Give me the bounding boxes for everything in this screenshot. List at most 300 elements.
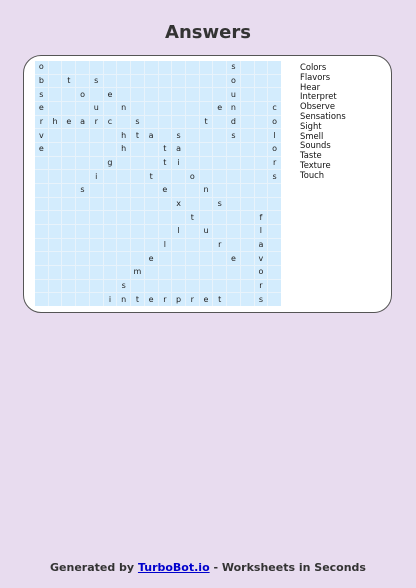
grid-cell: d [227, 116, 240, 129]
grid-cell [35, 252, 48, 265]
grid-cell [76, 293, 89, 306]
grid-cell: n [117, 293, 130, 306]
grid-cell [255, 143, 268, 156]
grid-cell [241, 129, 254, 142]
grid-cell: e [159, 184, 172, 197]
grid-cell [62, 211, 75, 224]
grid-cell [241, 102, 254, 115]
grid-cell [145, 116, 158, 129]
grid-cell [159, 266, 172, 279]
grid-cell: a [172, 143, 185, 156]
grid-cell: i [104, 293, 117, 306]
grid-cell: t [145, 170, 158, 183]
grid-cell [213, 184, 226, 197]
grid-cell [255, 102, 268, 115]
grid-cell: t [200, 116, 213, 129]
grid-cell [227, 280, 240, 293]
grid-cell: i [172, 157, 185, 170]
grid-cell [186, 116, 199, 129]
grid-cell [62, 266, 75, 279]
grid-cell [200, 88, 213, 101]
grid-cell [159, 198, 172, 211]
turbobot-link[interactable]: TurboBot.io [137, 561, 210, 574]
grid-cell [117, 75, 130, 88]
grid-cell: t [186, 211, 199, 224]
grid-cell [76, 198, 89, 211]
grid-cell: s [76, 184, 89, 197]
grid-cell [159, 280, 172, 293]
grid-cell [255, 61, 268, 74]
grid-cell [76, 170, 89, 183]
grid-cell: i [90, 170, 103, 183]
grid-cell [213, 225, 226, 238]
grid-cell [90, 280, 103, 293]
word-list-item: Sensations [300, 110, 346, 121]
grid-cell [213, 129, 226, 142]
grid-cell: o [76, 88, 89, 101]
word-list-item: Taste [300, 150, 322, 161]
grid-cell: t [131, 129, 144, 142]
grid-cell [76, 252, 89, 265]
grid-cell: h [117, 143, 130, 156]
grid-cell: e [104, 88, 117, 101]
grid-cell [172, 184, 185, 197]
grid-cell [213, 157, 226, 170]
grid-cell [62, 88, 75, 101]
grid-cell [35, 280, 48, 293]
grid-cell [172, 280, 185, 293]
word-list-item: Smell [300, 130, 324, 141]
grid-cell: t [159, 143, 172, 156]
grid-cell [227, 293, 240, 306]
grid-cell [186, 102, 199, 115]
grid-cell: r [35, 116, 48, 129]
grid-cell [90, 143, 103, 156]
grid-cell [200, 252, 213, 265]
word-list-item: Touch [300, 169, 325, 180]
grid-cell: b [35, 75, 48, 88]
grid-cell [241, 280, 254, 293]
grid-cell [227, 143, 240, 156]
grid-cell [145, 239, 158, 252]
grid-cell [62, 170, 75, 183]
grid-cell [200, 239, 213, 252]
grid-cell [172, 75, 185, 88]
grid-cell [49, 102, 62, 115]
grid-cell [104, 211, 117, 224]
grid-cell [255, 170, 268, 183]
grid-cell: s [268, 170, 281, 183]
grid-cell: l [268, 129, 281, 142]
word-list [300, 63, 346, 181]
grid-cell [227, 225, 240, 238]
grid-cell: v [35, 129, 48, 142]
page-title: Answers [165, 22, 251, 43]
grid-cell [62, 184, 75, 197]
grid-cell: e [145, 252, 158, 265]
grid-cell [186, 157, 199, 170]
grid-cell [90, 157, 103, 170]
grid-cell [117, 239, 130, 252]
grid-cell [117, 211, 130, 224]
grid-cell [172, 266, 185, 279]
grid-cell [145, 225, 158, 238]
grid-cell: h [49, 116, 62, 129]
grid-cell [213, 116, 226, 129]
grid-cell [241, 225, 254, 238]
grid-cell [213, 170, 226, 183]
footer-prefix: Generated by [50, 561, 138, 574]
grid-cell [145, 143, 158, 156]
grid-cell: r [213, 239, 226, 252]
word-list-item: Observe [300, 101, 335, 112]
grid-cell [213, 143, 226, 156]
grid-cell [186, 184, 199, 197]
grid-cell [49, 129, 62, 142]
grid-cell [172, 88, 185, 101]
grid-cell [35, 225, 48, 238]
grid-cell [131, 280, 144, 293]
grid-cell [172, 239, 185, 252]
grid-cell [104, 102, 117, 115]
grid-cell [35, 198, 48, 211]
grid-cell [159, 116, 172, 129]
grid-cell: n [200, 184, 213, 197]
grid-cell: s [117, 280, 130, 293]
grid-cell [255, 184, 268, 197]
grid-cell [159, 102, 172, 115]
grid-cell [90, 293, 103, 306]
grid-cell [104, 75, 117, 88]
grid-cell [35, 184, 48, 197]
grid-cell [49, 252, 62, 265]
grid-cell [145, 266, 158, 279]
grid-cell [104, 225, 117, 238]
grid-cell [117, 170, 130, 183]
grid-cell: n [227, 102, 240, 115]
grid-cell [117, 184, 130, 197]
grid-cell: o [255, 266, 268, 279]
grid-cell [268, 184, 281, 197]
grid-cell [159, 75, 172, 88]
grid-cell [255, 198, 268, 211]
grid-cell [76, 102, 89, 115]
grid-cell [200, 280, 213, 293]
grid-cell [131, 239, 144, 252]
grid-cell [104, 239, 117, 252]
grid-cell [186, 143, 199, 156]
grid-cell [241, 293, 254, 306]
grid-cell: r [255, 280, 268, 293]
grid-cell [172, 252, 185, 265]
grid-cell: m [131, 266, 144, 279]
grid-cell [76, 75, 89, 88]
grid-cell [172, 211, 185, 224]
grid-cell: o [186, 170, 199, 183]
grid-cell: v [255, 252, 268, 265]
grid-cell [104, 129, 117, 142]
grid-cell [227, 184, 240, 197]
grid-cell [227, 170, 240, 183]
word-list-item: Hear [300, 81, 321, 92]
grid-cell [76, 225, 89, 238]
grid-cell: u [227, 88, 240, 101]
grid-cell [62, 280, 75, 293]
grid-cell: e [200, 293, 213, 306]
grid-cell: e [145, 293, 158, 306]
grid-cell: e [213, 102, 226, 115]
footer-suffix: - Worksheets in Seconds [209, 561, 366, 574]
grid-cell [213, 75, 226, 88]
grid-cell [268, 225, 281, 238]
grid-cell [241, 170, 254, 183]
grid-cell [117, 198, 130, 211]
grid-cell: s [35, 88, 48, 101]
grid-cell [62, 252, 75, 265]
grid-cell [49, 293, 62, 306]
grid-cell [268, 61, 281, 74]
grid-cell: u [90, 102, 103, 115]
grid-cell [131, 252, 144, 265]
grid-cell [49, 211, 62, 224]
grid-cell [159, 61, 172, 74]
grid-cell: h [117, 129, 130, 142]
grid-cell [159, 252, 172, 265]
grid-cell [49, 61, 62, 74]
grid-cell [159, 129, 172, 142]
grid-cell [172, 102, 185, 115]
grid-cell [200, 75, 213, 88]
grid-cell [268, 239, 281, 252]
grid-cell [200, 143, 213, 156]
grid-cell: t [131, 293, 144, 306]
grid-cell [90, 184, 103, 197]
grid-cell [227, 239, 240, 252]
grid-cell [104, 61, 117, 74]
grid-cell [131, 198, 144, 211]
grid-cell: r [159, 293, 172, 306]
grid-cell [200, 61, 213, 74]
grid-cell: s [131, 116, 144, 129]
grid-cell [62, 129, 75, 142]
grid-cell [159, 170, 172, 183]
grid-cell [241, 266, 254, 279]
grid-cell [117, 252, 130, 265]
grid-cell [200, 102, 213, 115]
grid-cell [35, 266, 48, 279]
word-list-item: Flavors [300, 71, 331, 82]
grid-cell: e [35, 102, 48, 115]
grid-cell [241, 61, 254, 74]
grid-cell [62, 198, 75, 211]
grid-cell [62, 239, 75, 252]
grid-cell: c [104, 116, 117, 129]
grid-cell: e [227, 252, 240, 265]
grid-cell [268, 280, 281, 293]
grid-cell [172, 61, 185, 74]
grid-cell [117, 266, 130, 279]
grid-cell [76, 61, 89, 74]
grid-cell: r [90, 116, 103, 129]
grid-cell: f [255, 211, 268, 224]
grid-cell [200, 170, 213, 183]
grid-cell [131, 61, 144, 74]
grid-cell [117, 61, 130, 74]
grid-cell [255, 157, 268, 170]
word-list-item: Texture [300, 159, 331, 170]
grid-cell: l [172, 225, 185, 238]
grid-cell [104, 266, 117, 279]
grid-cell [76, 239, 89, 252]
grid-cell: l [159, 239, 172, 252]
grid-cell: s [255, 293, 268, 306]
grid-cell [159, 211, 172, 224]
footer [0, 561, 416, 574]
grid-cell [186, 225, 199, 238]
grid-cell [35, 170, 48, 183]
grid-cell [268, 88, 281, 101]
grid-cell [90, 211, 103, 224]
grid-cell: s [213, 198, 226, 211]
grid-cell: s [90, 75, 103, 88]
grid-cell [213, 88, 226, 101]
grid-cell [186, 252, 199, 265]
grid-cell [186, 88, 199, 101]
grid-cell [49, 75, 62, 88]
word-list-item: Interpret [300, 91, 337, 102]
grid-cell [104, 252, 117, 265]
grid-cell [131, 184, 144, 197]
grid-cell [200, 211, 213, 224]
grid-cell [90, 129, 103, 142]
grid-cell: p [172, 293, 185, 306]
grid-cell [104, 280, 117, 293]
grid-cell [62, 61, 75, 74]
grid-cell [186, 280, 199, 293]
grid-cell [241, 157, 254, 170]
grid-cell [131, 170, 144, 183]
grid-cell [76, 280, 89, 293]
grid-cell: e [35, 143, 48, 156]
grid-cell [117, 225, 130, 238]
grid-cell [159, 225, 172, 238]
grid-cell [117, 116, 130, 129]
grid-cell [145, 280, 158, 293]
grid-cell [49, 170, 62, 183]
grid-cell [200, 266, 213, 279]
grid-cell [131, 211, 144, 224]
grid-cell [104, 198, 117, 211]
grid-cell [268, 266, 281, 279]
grid-cell [76, 266, 89, 279]
grid-cell: r [186, 293, 199, 306]
grid-cell [213, 266, 226, 279]
grid-cell [172, 116, 185, 129]
grid-cell [159, 88, 172, 101]
grid-cell [117, 88, 130, 101]
grid-cell [227, 211, 240, 224]
word-list-item: Colors [300, 62, 327, 72]
grid-cell [268, 252, 281, 265]
grid-cell [49, 225, 62, 238]
grid-cell [62, 293, 75, 306]
grid-cell: o [268, 143, 281, 156]
grid-cell [117, 157, 130, 170]
grid-cell [186, 61, 199, 74]
grid-cell [268, 75, 281, 88]
grid-cell: a [145, 129, 158, 142]
grid-cell [200, 157, 213, 170]
grid-cell [35, 239, 48, 252]
grid-cell [49, 198, 62, 211]
grid-cell: t [159, 157, 172, 170]
grid-cell [49, 157, 62, 170]
grid-cell: s [227, 61, 240, 74]
grid-cell [131, 75, 144, 88]
grid-cell [131, 102, 144, 115]
grid-cell [241, 143, 254, 156]
grid-cell [131, 143, 144, 156]
grid-cell: r [268, 157, 281, 170]
grid-cell [49, 266, 62, 279]
grid-cell [186, 239, 199, 252]
grid-cell: o [227, 75, 240, 88]
grid-cell [213, 211, 226, 224]
grid-cell: t [213, 293, 226, 306]
grid-cell [241, 211, 254, 224]
grid-cell [49, 184, 62, 197]
grid-cell [241, 116, 254, 129]
grid-cell [241, 184, 254, 197]
grid-cell [62, 102, 75, 115]
grid-cell [241, 239, 254, 252]
grid-cell [241, 88, 254, 101]
grid-cell [62, 143, 75, 156]
grid-cell [145, 198, 158, 211]
grid-cell [131, 88, 144, 101]
word-list-item: Sounds [300, 140, 331, 151]
grid-cell [90, 252, 103, 265]
grid-cell [200, 198, 213, 211]
grid-cell [90, 225, 103, 238]
grid-cell [213, 61, 226, 74]
grid-cell [49, 88, 62, 101]
grid-cell [62, 157, 75, 170]
grid-cell [145, 102, 158, 115]
grid-cell: o [35, 61, 48, 74]
grid-cell [200, 129, 213, 142]
grid-cell [49, 280, 62, 293]
grid-cell [186, 198, 199, 211]
word-list-item: Sight [300, 120, 322, 131]
grid-cell: t [62, 75, 75, 88]
grid-cell [255, 129, 268, 142]
grid-cell [172, 170, 185, 183]
grid-cell [268, 211, 281, 224]
grid-cell: n [117, 102, 130, 115]
grid-cell [90, 61, 103, 74]
grid-cell [104, 184, 117, 197]
grid-cell [76, 157, 89, 170]
grid-cell [90, 266, 103, 279]
grid-cell [186, 75, 199, 88]
grid-cell [227, 266, 240, 279]
grid-cell [76, 211, 89, 224]
grid-cell [227, 157, 240, 170]
grid-cell [145, 61, 158, 74]
grid-cell [131, 225, 144, 238]
grid-cell [76, 143, 89, 156]
